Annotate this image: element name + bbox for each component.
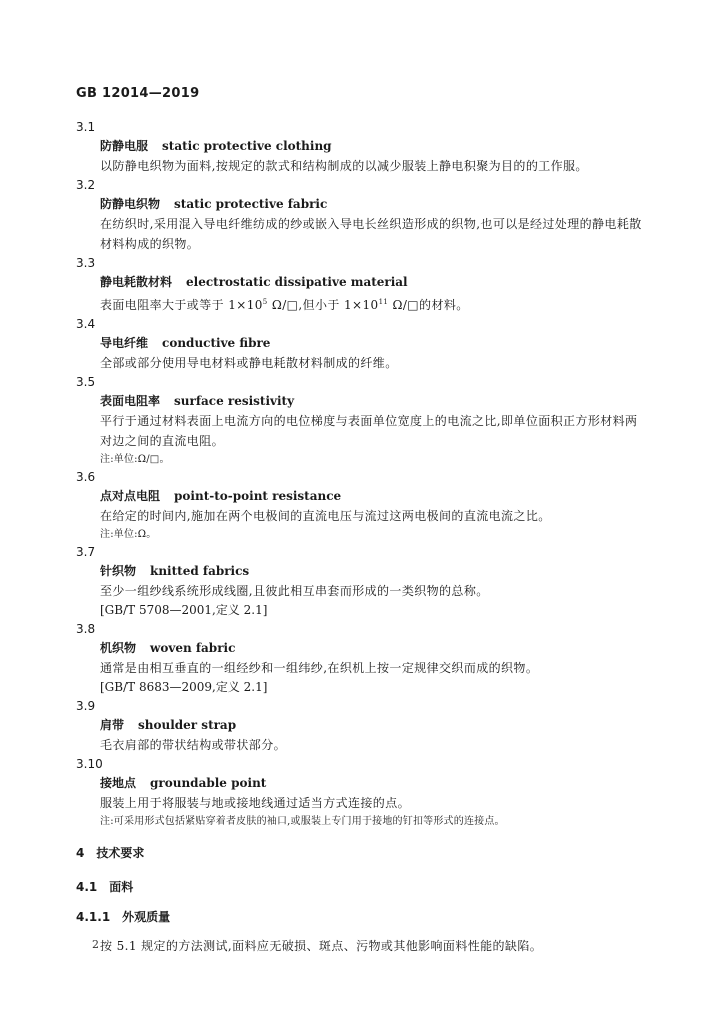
term-definition: 全部或部分使用导电材料或静电耗散材料制成的纤维。	[100, 356, 398, 370]
term-en: knitted fabrics	[150, 564, 250, 578]
term-title	[100, 137, 646, 156]
definition-text: Ω/□的材料。	[388, 298, 469, 312]
term-entry	[76, 543, 646, 620]
term-entry	[76, 373, 646, 468]
term-en: woven fabric	[150, 641, 236, 655]
term-number: 3.6	[76, 470, 96, 484]
term-zh: 防静电织物	[100, 197, 161, 211]
term-title	[100, 273, 646, 292]
term-title	[100, 487, 646, 506]
term-entry	[76, 697, 646, 755]
term-title	[100, 392, 646, 411]
term-title	[100, 195, 646, 214]
term-title	[100, 562, 646, 581]
term-note: 注:单位:Ω。	[100, 529, 157, 540]
section-heading-4-1	[76, 876, 646, 898]
term-title	[100, 334, 646, 353]
section-number: 4.1.1	[76, 910, 111, 924]
term-definition: 服装上用于将服装与地或接地线通过适当方式连接的点。	[100, 796, 411, 810]
term-number: 3.8	[76, 622, 96, 636]
term-definition: 平行于通过材料表面上电流方向的电位梯度与表面单位宽度上的电流之比,即单位面积正方形材料两对边之间的直流电阻。	[100, 414, 638, 448]
term-zh: 机织物	[100, 641, 137, 655]
standard-code-header: GB 12014—2019	[76, 86, 200, 101]
term-entry	[76, 620, 646, 697]
section-title: 技术要求	[96, 846, 145, 860]
term-en: static protective clothing	[162, 139, 332, 153]
section-paragraph: 按 5.1 规定的方法测试,面料应无破损、斑点、污物或其他影响面料性能的缺陷。	[100, 939, 543, 953]
definition-text: 表面电阻率大于或等于 1×10	[100, 298, 263, 312]
section-title: 外观质量	[122, 910, 171, 924]
section-heading-4-1-1	[76, 906, 646, 928]
term-number: 3.4	[76, 317, 96, 331]
term-definition	[100, 292, 646, 315]
exponent: 5	[262, 298, 268, 306]
term-en: surface resistivity	[174, 394, 295, 408]
term-en: point-to-point resistance	[174, 489, 342, 503]
section-title: 面料	[109, 880, 134, 894]
term-en: conductive fibre	[162, 336, 271, 350]
term-entry	[76, 755, 646, 830]
term-source: [GB/T 8683—2009,定义 2.1]	[100, 680, 268, 694]
section-number: 4	[76, 846, 85, 860]
section-number: 4.1	[76, 880, 98, 894]
term-title	[100, 774, 646, 793]
term-definition: 通常是由相互垂直的一组经纱和一组纬纱,在织机上按一定规律交织而成的织物。	[100, 661, 539, 675]
term-zh: 静电耗散材料	[100, 275, 173, 289]
term-en: electrostatic dissipative material	[186, 275, 408, 289]
term-zh: 导电纤维	[100, 336, 149, 350]
term-number: 3.5	[76, 375, 96, 389]
term-zh: 针织物	[100, 564, 137, 578]
term-zh: 接地点	[100, 776, 137, 790]
term-title	[100, 639, 646, 658]
page-number: 2	[92, 938, 99, 951]
term-definition: 以防静电织物为面料,按规定的款式和结构制成的以减少服装上静电积聚为目的的工作服。	[100, 159, 588, 173]
term-zh: 防静电服	[100, 139, 149, 153]
term-number: 3.9	[76, 699, 96, 713]
definition-text: Ω/□,但小于 1×10	[267, 298, 379, 312]
term-en: shoulder strap	[138, 718, 237, 732]
term-entry	[76, 254, 646, 315]
term-note: 注:可采用形式包括紧贴穿着者皮肤的袖口,或服装上专门用于接地的钉扣等形式的连接点。	[100, 816, 505, 827]
term-number: 3.1	[76, 120, 96, 134]
exponent: 11	[378, 298, 389, 306]
term-source: [GB/T 5708—2001,定义 2.1]	[100, 603, 268, 617]
term-number: 3.10	[76, 757, 103, 771]
term-number: 3.2	[76, 178, 96, 192]
term-title	[100, 716, 646, 735]
term-entry	[76, 468, 646, 543]
term-definition: 至少一组纱线系统形成线圈,且彼此相互串套而形成的一类织物的总称。	[100, 584, 489, 598]
term-definition: 在纺织时,采用混入导电纤维纺成的纱或嵌入导电长丝织造形成的织物,也可以是经过处理的静电耗散材料构成的织物。	[100, 217, 642, 251]
document-body	[76, 118, 646, 956]
term-entry	[76, 118, 646, 176]
term-definition: 在给定的时间内,施加在两个电极间的直流电压与流过这两电极间的直流电流之比。	[100, 509, 551, 523]
term-en: static protective fabric	[174, 197, 328, 211]
section-heading-4	[76, 842, 646, 864]
term-zh: 点对点电阻	[100, 489, 161, 503]
term-en: groundable point	[150, 776, 267, 790]
term-definition: 毛衣肩部的带状结构或带状部分。	[100, 738, 287, 752]
term-zh: 表面电阻率	[100, 394, 161, 408]
term-zh: 肩带	[100, 718, 125, 732]
term-note: 注:单位:Ω/□。	[100, 454, 170, 465]
term-number: 3.7	[76, 545, 96, 559]
term-entry	[76, 176, 646, 254]
term-number: 3.3	[76, 256, 96, 270]
term-entry	[76, 315, 646, 373]
